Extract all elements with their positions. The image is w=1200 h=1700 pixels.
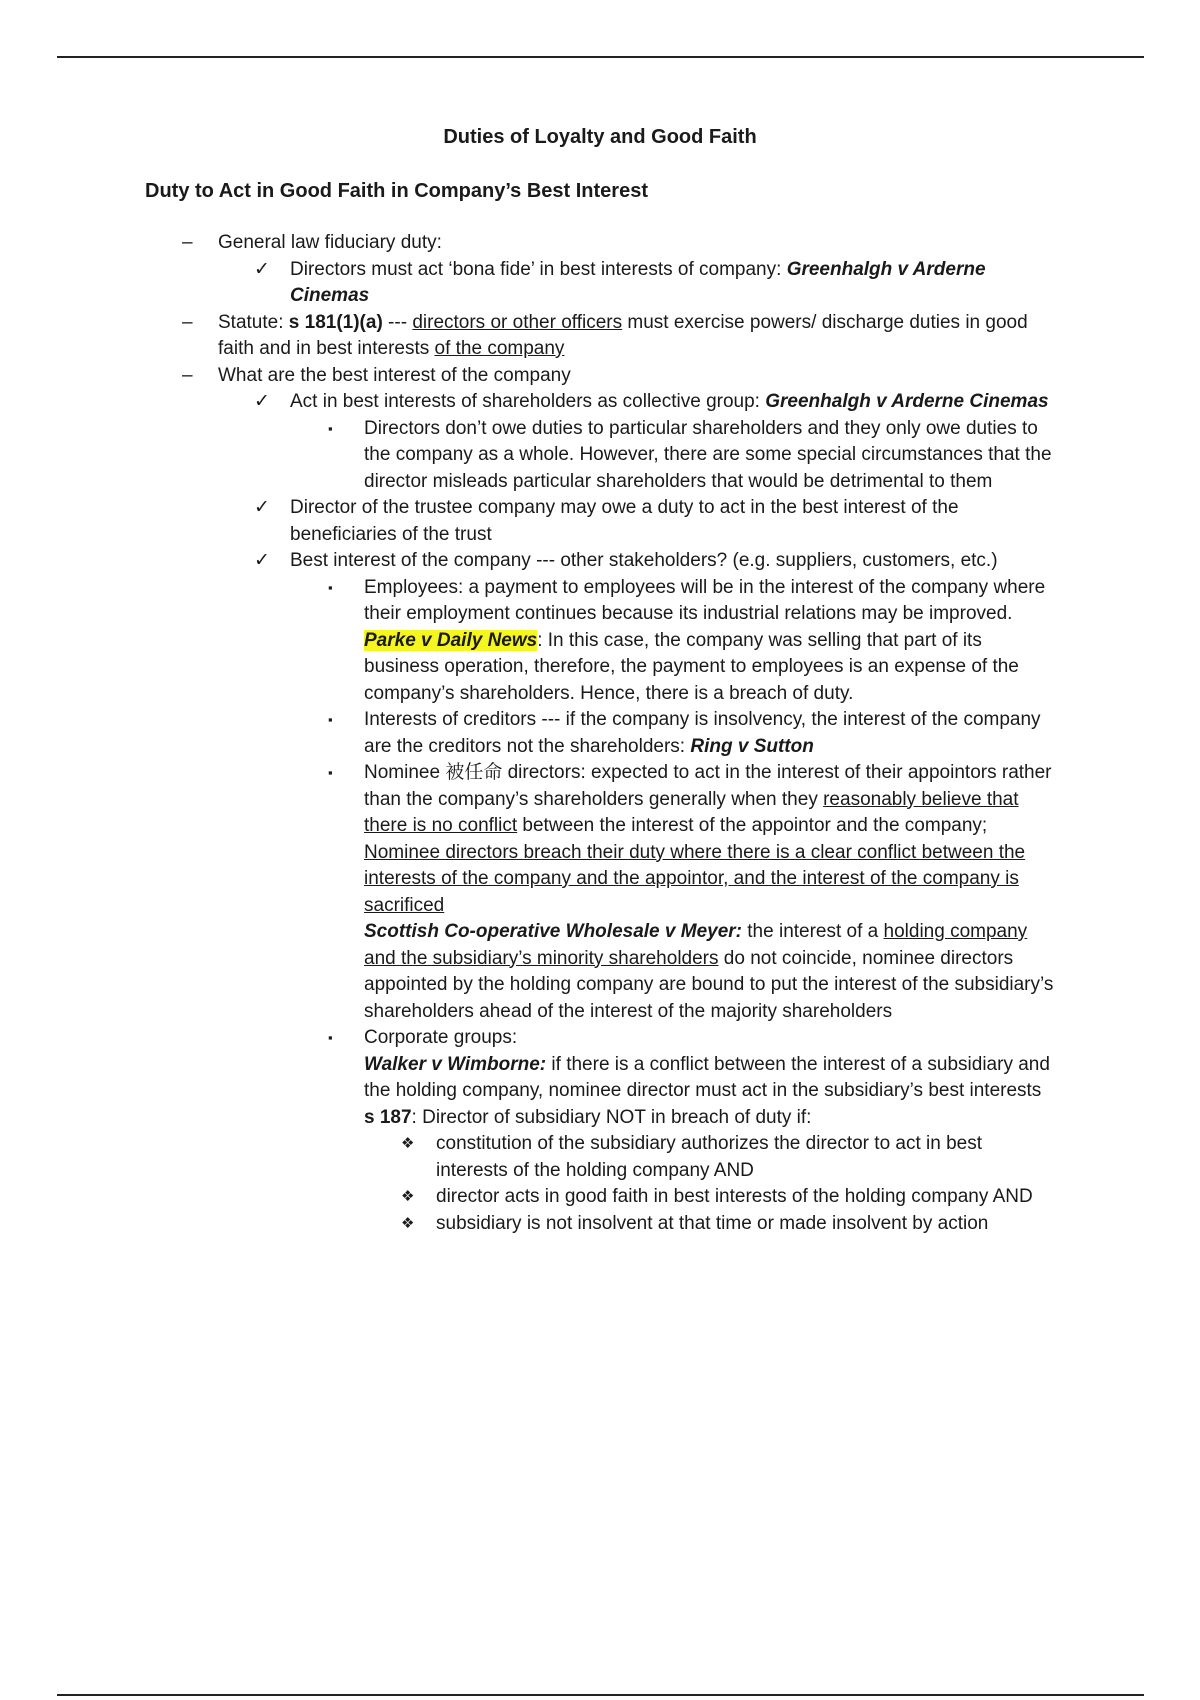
document-body	[0, 230, 1200, 1237]
list-item	[0, 548, 1050, 575]
corporate-groups-label: Corporate groups:	[364, 1027, 518, 1048]
condition-text: constitution of the subsidiary authorizes the director to act in best interests of the holding company AND	[436, 1133, 983, 1181]
check-bullet-icon: ✓	[254, 497, 270, 518]
case-text: do not coincide, nominee directors appointed by the holding company are bound to put the interest of the subsidiary’s shareholders ahead of the interest of the majority shareholders	[364, 947, 1054, 1022]
list-item	[0, 575, 1054, 628]
list-item	[0, 389, 1050, 416]
square-bullet-icon: ▪	[328, 420, 333, 436]
underlined-text: directors or other officers	[412, 311, 623, 333]
square-bullet-icon: ▪	[328, 1030, 333, 1045]
condition-text: subsidiary is not insolvent at that time or made insolvent by action	[436, 1212, 989, 1234]
case-name: Greenhalgh v Arderne Cinemas	[765, 391, 1049, 412]
list-item	[0, 416, 1054, 496]
list-item	[0, 1211, 1051, 1238]
section-heading: Duty to Act in Good Faith in Company’s Best Interest	[145, 180, 648, 202]
list-item	[0, 230, 1048, 257]
check-bullet-icon: ✓	[254, 550, 270, 571]
list-item	[0, 363, 1048, 390]
list-item	[0, 707, 1054, 760]
highlighted-case-name: Parke v Daily News	[364, 629, 538, 651]
underlined-text: holding company and the subsidiary’s minority shareholders	[364, 921, 1028, 969]
s187-text: : Director of subsidiary NOT in breach of duty if:	[411, 1106, 812, 1128]
top-rule	[57, 56, 1144, 58]
dash-bullet-icon: –	[182, 311, 193, 333]
creditors-text: Interests of creditors --- if the company is insolvency, the interest of the company are the creditors not the shareholders:	[364, 709, 1041, 757]
condition-text: director acts in good faith in best interests of the holding company AND	[436, 1186, 1033, 1207]
case-text: the interest of a	[742, 921, 884, 942]
statute-section: s 187	[364, 1106, 412, 1128]
employees-case-text: : In this case, the company was selling that part of its business operation, therefore, the payment to employees is an expense of the company’s shareholders. Hence, there is a breach of duty.	[364, 629, 1019, 704]
case-name: Greenhalgh v Arderne Cinemas	[290, 258, 986, 306]
diamond-bullet-icon: ❖	[401, 1188, 415, 1205]
list-item	[0, 257, 1050, 310]
shareholders-sub-text: Directors don’t owe duties to particular shareholders and they only owe duties to the company as a whole. However, there are some special circumstances that the director misleads particular shareholders that would be detrimental to them	[364, 417, 1052, 492]
paragraph	[0, 1105, 1054, 1132]
separator: ---	[382, 311, 413, 333]
diamond-bullet-icon: ❖	[401, 1214, 415, 1232]
paragraph	[0, 628, 1054, 708]
stakeholders-text: Best interest of the company --- other stakeholders? (e.g. suppliers, customers, etc.)	[290, 550, 998, 571]
case-name: Walker v Wimborne:	[364, 1053, 547, 1075]
case-text: if there is a conflict between the interest of a subsidiary and the holding company, nominee director must act in the subsidiary’s best interests	[364, 1053, 1050, 1101]
statute-text: must exercise powers/ discharge duties in good faith and in best interests	[218, 311, 1028, 359]
list-item	[0, 310, 1048, 363]
list-item	[0, 1025, 1054, 1052]
bottom-rule	[57, 1694, 1144, 1696]
statute-section: s 181(1)(a)	[288, 311, 383, 333]
what-best-text: What are the best interest of the company	[218, 364, 571, 386]
diamond-bullet-icon: ❖	[401, 1135, 415, 1152]
underlined-text: reasonably believe that there is no conflict	[364, 788, 1019, 836]
list-item	[0, 495, 1050, 548]
square-bullet-icon: ▪	[328, 579, 333, 595]
list-item	[0, 1131, 1051, 1184]
shareholders-text: Act in best interests of shareholders as collective group:	[290, 391, 766, 412]
employees-text: Employees: a payment to employees will be in the interest of the company where their employment continues because its industrial relations may be improved.	[364, 576, 1046, 624]
dash-bullet-icon: –	[182, 364, 193, 386]
dash-bullet-icon: –	[182, 232, 193, 253]
square-bullet-icon: ▪	[328, 712, 333, 727]
statute-prefix: Statute:	[218, 311, 289, 333]
check-bullet-icon: ✓	[254, 258, 270, 280]
trustee-text: Director of the trustee company may owe a duty to act in the best interest of the beneficiaries of the trust	[290, 497, 959, 545]
square-bullet-icon: ▪	[328, 765, 333, 780]
bona-fide-text: Directors must act ‘bona fide’ in best interests of company:	[290, 258, 787, 280]
list-item	[0, 1184, 1051, 1211]
underlined-text: Nominee directors breach their duty where there is a clear conflict between the interests of the company and the appointor, and the interest of the company is sacrificed	[364, 841, 1026, 916]
paragraph	[0, 919, 1054, 1025]
case-name: Ring v Sutton	[690, 735, 814, 757]
general-law-text: General law fiduciary duty:	[218, 232, 442, 253]
nominee-text: between the interest of the appointor and the company;	[517, 815, 988, 836]
page-title: Duties of Loyalty and Good Faith	[443, 126, 757, 148]
list-item	[0, 760, 1054, 919]
nominee-text: Nominee 被任命 directors: expected to act in the interest of their appointors rather than the company’s shareholders generally when they	[364, 762, 1052, 810]
paragraph	[0, 1052, 1054, 1105]
underlined-text: of the company	[434, 338, 565, 359]
check-bullet-icon: ✓	[254, 391, 270, 412]
case-name: Scottish Co-operative Wholesale v Meyer:	[364, 921, 742, 942]
